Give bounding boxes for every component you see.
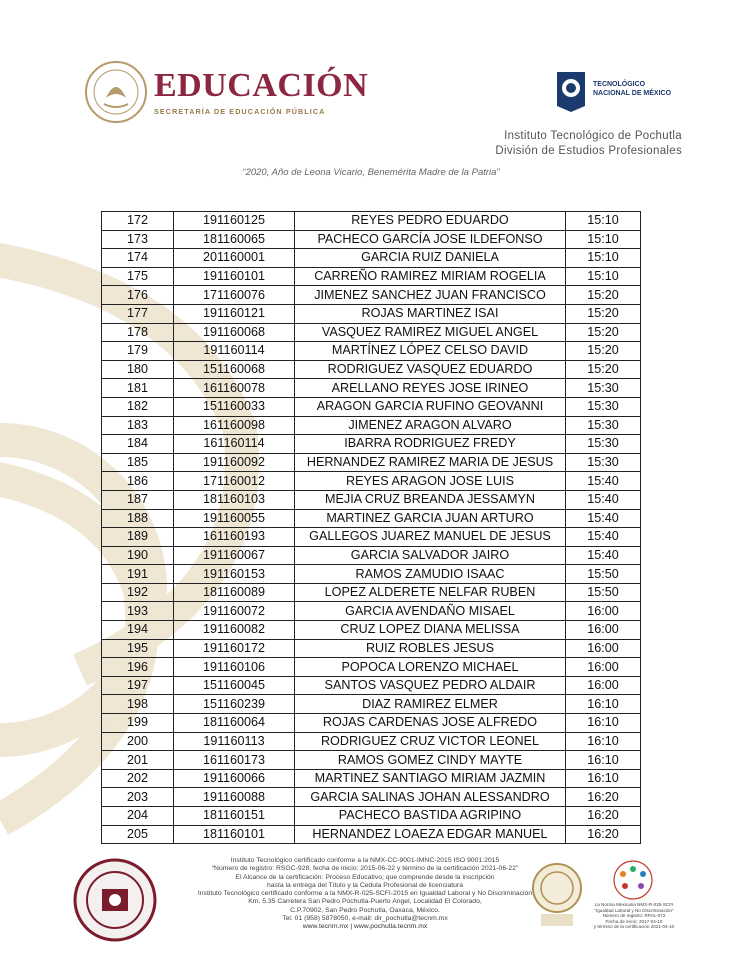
time-slot: 15:40: [566, 490, 641, 509]
time-slot: 16:20: [566, 807, 641, 826]
equality-certification-icon: [605, 858, 661, 902]
footer-websites[interactable]: www.tecnm.mx | www.pochutla.tecnm.mx: [302, 923, 428, 931]
row-number: 182: [102, 397, 174, 416]
row-number: 178: [102, 323, 174, 342]
row-number: 205: [102, 825, 174, 844]
control-number: 181160151: [174, 807, 295, 826]
table-row: [102, 323, 641, 342]
row-number: 195: [102, 639, 174, 658]
time-slot: 16:20: [566, 788, 641, 807]
time-slot: 15:40: [566, 472, 641, 491]
table-row: [102, 379, 641, 398]
institute-block: [495, 129, 682, 158]
student-name: VASQUEZ RAMIREZ MIGUEL ANGEL: [295, 323, 566, 342]
institute-name: Instituto Tecnológico de Pochutla: [504, 130, 682, 142]
time-slot: 15:40: [566, 528, 641, 547]
time-slot: 15:10: [566, 249, 641, 268]
row-number: 189: [102, 528, 174, 547]
tecnm-line2: NACIONAL DE MÉXICO: [593, 90, 672, 97]
itp-emblem-icon: [70, 855, 160, 945]
time-slot: 15:30: [566, 397, 641, 416]
control-number: 191160101: [174, 267, 295, 286]
table-row: [102, 546, 641, 565]
table-row: [102, 751, 641, 770]
small-line: y término de la certificación 2021-04-10: [593, 924, 675, 930]
row-number: 196: [102, 658, 174, 677]
table-row: [102, 453, 641, 472]
student-name: MARTINEZ SANTIAGO MIRIAM JAZMIN: [295, 769, 566, 788]
table-row: [102, 416, 641, 435]
table-row: [102, 472, 641, 491]
student-name: REYES ARAGON JOSE LUIS: [295, 472, 566, 491]
time-slot: 15:30: [566, 379, 641, 398]
small-line: Fecha de inicio: 2017-04-10: [605, 918, 663, 924]
control-number: 151160045: [174, 676, 295, 695]
control-number: 181160103: [174, 490, 295, 509]
row-number: 187: [102, 490, 174, 509]
control-number: 191160068: [174, 323, 295, 342]
time-slot: 15:20: [566, 304, 641, 323]
control-number: 191160113: [174, 732, 295, 751]
control-number: 161160114: [174, 435, 295, 454]
control-number: 191160066: [174, 769, 295, 788]
table-row: [102, 528, 641, 547]
table-row: [102, 360, 641, 379]
time-slot: 16:10: [566, 732, 641, 751]
control-number: 151160068: [174, 360, 295, 379]
row-number: 199: [102, 714, 174, 733]
time-slot: 15:30: [566, 416, 641, 435]
row-number: 180: [102, 360, 174, 379]
tecnm-logo: [553, 66, 671, 112]
table-row: [102, 490, 641, 509]
sep-title: EDUCACIÓN: [154, 67, 369, 104]
time-slot: 15:20: [566, 323, 641, 342]
student-name: ARAGON GARCIA RUFINO GEOVANNI: [295, 397, 566, 416]
student-name: DIAZ RAMIREZ ELMER: [295, 695, 566, 714]
time-slot: 15:50: [566, 583, 641, 602]
student-name: LOPEZ ALDERETE NELFAR RUBEN: [295, 583, 566, 602]
footer-line: El Alcance de la certificación: Proceso Educativo; que comprende desde la inscripción: [235, 873, 495, 881]
table-row: [102, 212, 641, 231]
time-slot: 16:00: [566, 602, 641, 621]
footer-line: hasta la entrega del Título y la Cedula Profesional de licenciatura: [267, 881, 463, 889]
table-row: [102, 249, 641, 268]
row-number: 193: [102, 602, 174, 621]
table-row: [102, 807, 641, 826]
time-slot: 15:50: [566, 565, 641, 584]
time-slot: 15:20: [566, 342, 641, 361]
control-number: 181160101: [174, 825, 295, 844]
sep-subtitle: SECRETARÍA DE EDUCACIÓN PÚBLICA: [154, 107, 326, 116]
table-row: [102, 230, 641, 249]
control-number: 191160125: [174, 212, 295, 231]
time-slot: 15:20: [566, 360, 641, 379]
row-number: 197: [102, 676, 174, 695]
student-name: RAMOS ZAMUDIO ISAAC: [295, 565, 566, 584]
student-name: HERNANDEZ LOAEZA EDGAR MANUEL: [295, 825, 566, 844]
certification-footer: [160, 857, 570, 932]
control-number: 191160121: [174, 304, 295, 323]
control-number: 191160055: [174, 509, 295, 528]
time-slot: 15:10: [566, 267, 641, 286]
table-row: [102, 769, 641, 788]
student-name: JIMENEZ ARAGON ALVARO: [295, 416, 566, 435]
table-row: [102, 435, 641, 454]
footer-line: Instituto Tecnológico certificado conforme a la NMX-CC-9001-IMNC-2015 ISO 9001:2015: [230, 857, 500, 864]
student-name: CARREÑO RAMIREZ MIRIAM ROGELIA: [295, 267, 566, 286]
student-name: PACHECO GARCÍA JOSE ILDEFONSO: [295, 230, 566, 249]
student-name: RODRIGUEZ CRUZ VICTOR LEONEL: [295, 732, 566, 751]
time-slot: 15:10: [566, 212, 641, 231]
control-number: 191160082: [174, 621, 295, 640]
control-number: 191160106: [174, 658, 295, 677]
row-number: 183: [102, 416, 174, 435]
student-name: REYES PEDRO EDUARDO: [295, 212, 566, 231]
student-name: POPOCA LORENZO MICHAEL: [295, 658, 566, 677]
student-name: ROJAS CARDENAS JOSE ALFREDO: [295, 714, 566, 733]
time-slot: 16:10: [566, 769, 641, 788]
student-name: MARTINEZ GARCIA JUAN ARTURO: [295, 509, 566, 528]
student-name: RUIZ ROBLES JESUS: [295, 639, 566, 658]
time-slot: 16:00: [566, 658, 641, 677]
student-name: MARTÍNEZ LÓPEZ CELSO DAVID: [295, 342, 566, 361]
control-number: 191160072: [174, 602, 295, 621]
row-number: 185: [102, 453, 174, 472]
student-name: GARCIA RUIZ DANIELA: [295, 249, 566, 268]
footer-line: “Número de registro: RSGC-928, fecha de inicio: 2015-06-22 y término de la certificación 2021-06-22”: [211, 865, 519, 873]
table-row: [102, 621, 641, 640]
student-name: GARCIA AVENDAÑO MISAEL: [295, 602, 566, 621]
small-line: Número de registro: RPrIL-072: [602, 913, 666, 919]
student-name: SANTOS VASQUEZ PEDRO ALDAIR: [295, 676, 566, 695]
row-number: 179: [102, 342, 174, 361]
footer-line: Km. 5.35 Carretera San Pedro Pochutla-Puerto Angel, Localidad El Colorado,: [248, 898, 482, 906]
time-slot: 16:10: [566, 695, 641, 714]
table-row: [102, 304, 641, 323]
row-number: 173: [102, 230, 174, 249]
row-number: 204: [102, 807, 174, 826]
imnc-certification-badge-icon: [531, 862, 583, 930]
time-slot: 15:30: [566, 453, 641, 472]
student-name: GARCIA SALVADOR JAIRO: [295, 546, 566, 565]
control-number: 171160076: [174, 286, 295, 305]
control-number: 161160098: [174, 416, 295, 435]
time-slot: 16:00: [566, 621, 641, 640]
row-number: 191: [102, 565, 174, 584]
time-slot: 15:30: [566, 435, 641, 454]
control-number: 191160092: [174, 453, 295, 472]
table-row: [102, 509, 641, 528]
time-slot: 16:10: [566, 751, 641, 770]
table-row: [102, 342, 641, 361]
time-slot: 16:20: [566, 825, 641, 844]
row-number: 200: [102, 732, 174, 751]
student-name: ROJAS MARTINEZ ISAI: [295, 304, 566, 323]
mexico-seal-icon: [84, 60, 148, 124]
time-slot: 16:00: [566, 676, 641, 695]
control-number: 191160067: [174, 546, 295, 565]
time-slot: 16:00: [566, 639, 641, 658]
control-number: 181160089: [174, 583, 295, 602]
footer-line: C.P.70902, San Pedro Pochutla, Oaxaca, México.: [290, 906, 440, 914]
row-number: 186: [102, 472, 174, 491]
student-name: RAMOS GOMEZ CINDY MAYTE: [295, 751, 566, 770]
row-number: 201: [102, 751, 174, 770]
student-name: GARCIA SALINAS JOHAN ALESSANDRO: [295, 788, 566, 807]
row-number: 198: [102, 695, 174, 714]
row-number: 192: [102, 583, 174, 602]
table-row: [102, 695, 641, 714]
student-name: IBARRA RODRIGUEZ FREDY: [295, 435, 566, 454]
control-number: 181160065: [174, 230, 295, 249]
row-number: 177: [102, 304, 174, 323]
control-number: 151160239: [174, 695, 295, 714]
control-number: 161160193: [174, 528, 295, 547]
table-row: [102, 639, 641, 658]
tecnm-gear-icon: [553, 66, 589, 112]
table-row: [102, 732, 641, 751]
division-name: División de Estudios Profesionales: [495, 144, 682, 157]
table-row: [102, 825, 641, 844]
control-number: 191160153: [174, 565, 295, 584]
table-row: [102, 286, 641, 305]
student-name: JIMENEZ SANCHEZ JUAN FRANCISCO: [295, 286, 566, 305]
row-number: 188: [102, 509, 174, 528]
table-row: [102, 267, 641, 286]
time-slot: 15:20: [566, 286, 641, 305]
small-line: "Igualdad Laboral y No Discriminación": [594, 907, 674, 913]
time-slot: 16:10: [566, 714, 641, 733]
time-slot: 15:10: [566, 230, 641, 249]
table-row: [102, 397, 641, 416]
row-number: 174: [102, 249, 174, 268]
row-number: 194: [102, 621, 174, 640]
control-number: 201160001: [174, 249, 295, 268]
student-name: ARELLANO REYES JOSE IRINEO: [295, 379, 566, 398]
table-row: [102, 565, 641, 584]
student-schedule-table: [101, 211, 641, 844]
row-number: 176: [102, 286, 174, 305]
control-number: 161160173: [174, 751, 295, 770]
control-number: 191160088: [174, 788, 295, 807]
student-name: PACHECO BASTIDA AGRIPINO: [295, 807, 566, 826]
control-number: 151160033: [174, 397, 295, 416]
motto: “2020, Año de Leona Vicario, Benemérita Madre de la Patria”: [242, 167, 500, 178]
tecnm-line1: TECNOLÓGICO: [593, 81, 646, 88]
table-row: [102, 602, 641, 621]
control-number: 161160078: [174, 379, 295, 398]
control-number: 171160012: [174, 472, 295, 491]
control-number: 181160064: [174, 714, 295, 733]
table-row: [102, 788, 641, 807]
row-number: 181: [102, 379, 174, 398]
row-number: 190: [102, 546, 174, 565]
row-number: 175: [102, 267, 174, 286]
table-row: [102, 676, 641, 695]
student-name: CRUZ LOPEZ DIANA MELISSA: [295, 621, 566, 640]
student-name: RODRIGUEZ VASQUEZ EDUARDO: [295, 360, 566, 379]
student-name: GALLEGOS JUAREZ MANUEL DE JESUS: [295, 528, 566, 547]
time-slot: 15:40: [566, 546, 641, 565]
row-number: 172: [102, 212, 174, 231]
equality-norm-text: [584, 902, 684, 930]
control-number: 191160114: [174, 342, 295, 361]
student-name: HERNANDEZ RAMIREZ MARIA DE JESUS: [295, 453, 566, 472]
footer-email[interactable]: Tel. 01 (958) 5878050, e-mail: dir_pochutla@tecnm.mx: [282, 915, 448, 923]
row-number: 184: [102, 435, 174, 454]
table-row: [102, 714, 641, 733]
sep-logo: [84, 60, 368, 124]
small-line: La Norma Mexicana NMX-R-025-SCFI: [594, 902, 674, 907]
row-number: 203: [102, 788, 174, 807]
control-number: 191160172: [174, 639, 295, 658]
footer-line: Instituto Tecnológico certificado conforme a la NMX-R-025-SCFI-2015 en Igualdad Laboral y No Discriminación: [197, 890, 533, 898]
student-name: MEJIA CRUZ BREANDA JESSAMYN: [295, 490, 566, 509]
table-row: [102, 658, 641, 677]
time-slot: 15:40: [566, 509, 641, 528]
row-number: 202: [102, 769, 174, 788]
table-row: [102, 583, 641, 602]
